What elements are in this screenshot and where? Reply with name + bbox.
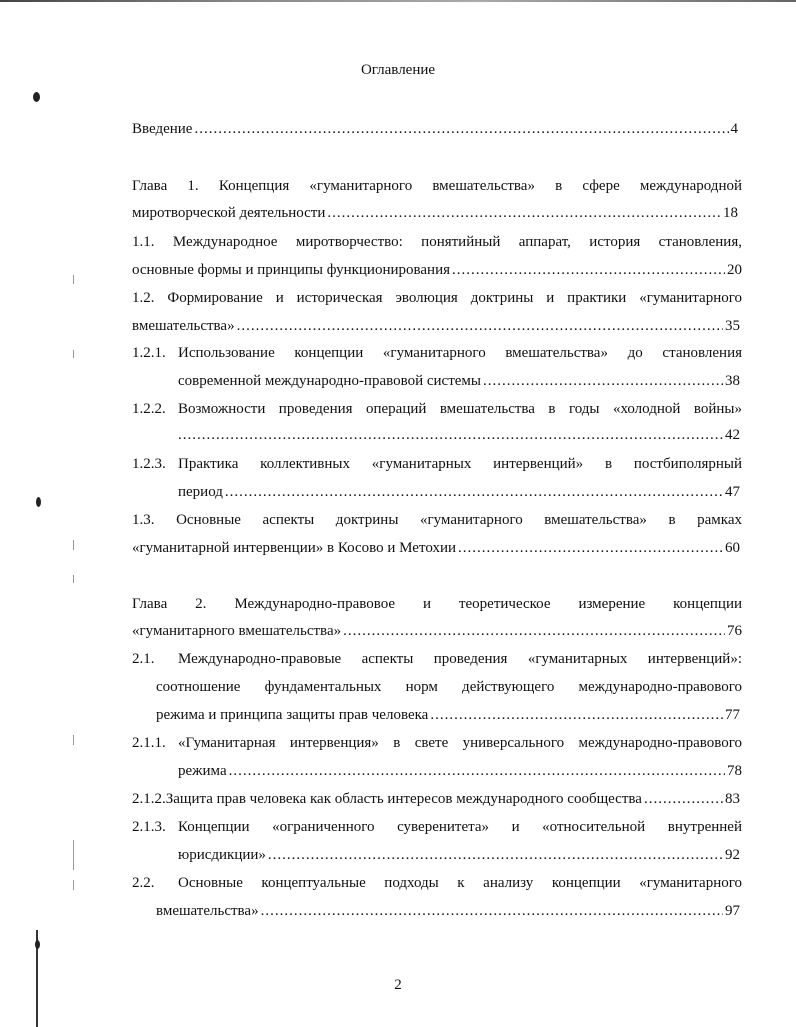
page-title: Оглавление [360, 62, 436, 78]
toc-leader [225, 482, 723, 502]
toc-entry-chapter-1[interactable] [132, 203, 738, 223]
toc-entry-number: 2.1. [132, 651, 155, 667]
toc-entry-label: основные формы и принципы функционирования [132, 262, 451, 278]
toc-entry-1-3-line-1[interactable]: 1.3. Основные аспекты доктрины «гуманитарного вмешательства» в рамках [132, 512, 742, 528]
scan-edge-top [0, 0, 796, 2]
toc-page-number: 76 [727, 623, 742, 639]
toc-leader [327, 203, 721, 223]
scan-speck [73, 735, 74, 745]
toc-entry-label: Возможности проведения операций вмешательства в годы «холодной войны» [178, 401, 742, 417]
toc-entry-label: «Гуманитарная интервенция» в свете универсального международно-правового [178, 735, 742, 751]
toc-entry-label: Международно-правовые аспекты проведения «гуманитарных интервенций»: [178, 651, 742, 667]
toc-entry-number: 2.1.3. [132, 819, 166, 835]
scan-speck [73, 575, 74, 583]
toc-entry-1-2-3-line-1[interactable] [132, 454, 742, 474]
toc-leader [430, 705, 723, 725]
scan-speck [73, 275, 74, 284]
toc-entry-label: Концепции «ограниченного суверенитета» и «относительной внутренней [178, 819, 742, 835]
toc-entry-label: юрисдикции» [178, 847, 266, 863]
toc-entry-1-2-1[interactable] [178, 371, 740, 391]
scan-speck [73, 540, 74, 550]
toc-entry-chapter-2[interactable] [132, 621, 742, 641]
scan-mark [36, 497, 41, 507]
toc-entry-1-2-3[interactable] [178, 482, 740, 502]
page-number: 2 [394, 977, 402, 993]
toc-page-number: 20 [727, 262, 742, 278]
toc-entry-label: вмешательства» [156, 903, 259, 919]
toc-entry-number: 1.2.2. [132, 401, 166, 417]
toc-leader [229, 761, 725, 781]
toc-entry-number: 2.2. [132, 875, 155, 891]
toc-page-number: 60 [725, 540, 740, 556]
toc-leader [458, 538, 723, 558]
toc-entry-2-1-3[interactable] [178, 845, 740, 865]
toc-page-number: 42 [725, 427, 740, 443]
toc-entry-label: период [178, 484, 223, 500]
toc-entry-2-1-line-1[interactable] [132, 649, 742, 669]
toc-entry-label: «гуманитарного вмешательства» [132, 623, 342, 639]
toc-entry-label: Практика коллективных «гуманитарных интервенций» в постбиполярный [178, 456, 742, 472]
toc-entry-label: Использование концепции «гуманитарного вмешательства» до становления [178, 345, 742, 361]
toc-page-number: 78 [727, 763, 742, 779]
toc-entry-number: 1.2.3. [132, 456, 166, 472]
toc-entry-2-2[interactable] [156, 901, 740, 921]
toc-page-number: 35 [725, 318, 740, 334]
toc-entry-label: Защита прав человека как область интересов международного сообщества [165, 791, 642, 807]
toc-entry-label: Основные концептуальные подходы к анализу концепции «гуманитарного [178, 875, 742, 891]
toc-entry-2-1-line-2[interactable]: соотношение фундаментальных норм действующего международно-правового [156, 679, 742, 695]
scan-speck [73, 840, 74, 870]
toc-entry-1-3[interactable] [132, 538, 740, 558]
toc-leader [194, 119, 728, 139]
scan-mark [33, 92, 40, 102]
toc-entry-1-2-1-line-1[interactable] [132, 343, 742, 363]
toc-page-number: 92 [725, 847, 740, 863]
toc-entry-1-2-line-1[interactable]: 1.2. Формирование и историческая эволюция доктрины и практики «гуманитарного [132, 290, 742, 306]
toc-entry-2-1-1-line-1[interactable] [132, 733, 742, 753]
toc-entry-1-1-line-1[interactable]: 1.1. Международное миротворчество: понятийный аппарат, история становления, [132, 234, 742, 250]
toc-entry-label: миротворческой деятельности [132, 205, 326, 221]
toc-leader [178, 425, 723, 445]
toc-entry-number: 1.2.1. [132, 345, 166, 361]
toc-page-number: 47 [725, 484, 740, 500]
toc-entry-1-2-2-line-1[interactable] [132, 399, 742, 419]
toc-leader [237, 316, 723, 336]
toc-entry-1-2-2[interactable] [178, 425, 740, 445]
toc-entry-number: 2.1.1. [132, 735, 166, 751]
scan-speck [73, 880, 74, 890]
toc-entry-intro[interactable] [132, 119, 738, 139]
toc-page-number: 4 [730, 121, 738, 137]
toc-entry-2-1-3-line-1[interactable] [132, 817, 742, 837]
toc-leader [268, 845, 723, 865]
toc-leader [452, 260, 725, 280]
toc-entry-number: 2.1.2. [132, 791, 166, 807]
toc-entry-chapter-2-line-1[interactable]: Глава 2. Международно-правовое и теоретическое измерение концепции [132, 596, 742, 612]
toc-leader [644, 789, 723, 809]
toc-entry-1-2[interactable] [132, 316, 740, 336]
toc-entry-chapter-1-line-1[interactable]: Глава 1. Концепция «гуманитарного вмешательства» в сфере международной [132, 178, 742, 194]
scan-speck [73, 350, 74, 358]
toc-page-number: 97 [725, 903, 740, 919]
toc-entry-2-1-1[interactable] [178, 761, 742, 781]
toc-page-number: 77 [725, 707, 740, 723]
toc-entry-label: режима и принципа защиты прав человека [156, 707, 429, 723]
toc-leader [343, 621, 725, 641]
toc-leader [261, 901, 723, 921]
toc-entry-2-1-2[interactable] [132, 789, 740, 809]
toc-entry-label: вмешательства» [132, 318, 235, 334]
scan-mark [35, 940, 40, 949]
toc-leader [483, 371, 723, 391]
toc-page-number: 83 [725, 791, 740, 807]
toc-entry-label: Введение [132, 121, 193, 137]
toc-entry-label: современной международно-правовой системы [178, 373, 481, 389]
toc-page-number: 18 [723, 205, 738, 221]
toc-entry-2-1[interactable] [156, 705, 740, 725]
toc-entry-2-2-line-1[interactable] [132, 873, 742, 893]
toc-page-number: 38 [725, 373, 740, 389]
toc-entry-label: режима [178, 763, 227, 779]
toc-entry-1-1[interactable] [132, 260, 742, 280]
toc-entry-label: «гуманитарной интервенции» в Косово и Метохии [132, 540, 457, 556]
